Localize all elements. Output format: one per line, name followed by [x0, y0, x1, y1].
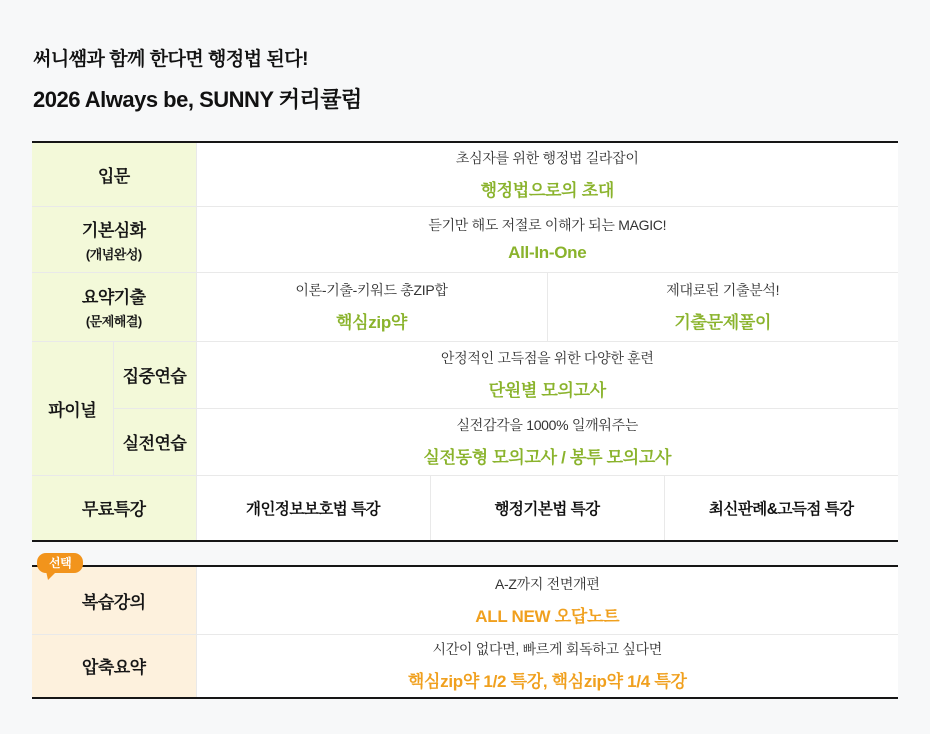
row-final-focus [32, 341, 898, 408]
cell-final-focus [196, 341, 898, 408]
basic-course: All-In-One [508, 243, 587, 262]
summary-left-desc: 이론-기출-키워드 총ZIP합 [295, 282, 448, 298]
summary-right-desc: 제대로된 기출분석! [666, 282, 780, 298]
label-review: 복습강의 [32, 566, 196, 634]
cell-intro [196, 142, 898, 206]
cell-review [196, 566, 898, 634]
optional-badge: 선택 [37, 553, 83, 573]
main-curriculum-section [32, 141, 898, 542]
optional-table [32, 565, 898, 699]
cell-summary-left [196, 272, 547, 341]
final-practice-desc: 실전감각을 1000% 일깨워주는 [456, 417, 639, 433]
summary-label-sub: (문제해결) [85, 314, 142, 329]
final-practice-course: 실전동형 모의고사 / 봉투 모의고사 [423, 448, 672, 467]
cell-basic [196, 206, 898, 272]
row-review [32, 566, 898, 634]
page-header [0, 0, 930, 114]
basic-label-sub: (개념완성) [85, 246, 142, 262]
intro-desc: 초심자를 위한 행정법 길라잡이 [455, 149, 639, 166]
basic-desc: 듣기만 해도 저절로 이해가 되는 MAGIC! [428, 217, 667, 233]
basic-label-text: 기본심화 [81, 220, 146, 240]
cell-summary-right [547, 272, 898, 341]
summary-right-course: 기출문제풀이 [674, 313, 772, 332]
label-intro: 입문 [32, 142, 196, 206]
cell-free-1 [196, 475, 430, 541]
page-title-line1: 써니쌤과 함께 한다면 행정법 된다! [33, 49, 308, 70]
label-free: 무료특강 [32, 475, 196, 541]
curriculum-table [32, 141, 898, 542]
label-compress: 압축요약 [32, 634, 196, 698]
row-compress [32, 634, 898, 698]
cell-compress [196, 634, 898, 698]
free-lecture-3: 최신판례&고득점 특강 [708, 500, 854, 518]
compress-course: 핵심zip약 1/2 특강, 핵심zip약 1/4 특강 [407, 672, 687, 692]
summary-left-course: 핵심zip약 [335, 313, 408, 332]
page-title-line2: 2026 Always be, SUNNY 커리큘럼 [33, 87, 362, 112]
label-final-practice: 실전연습 [113, 408, 196, 475]
row-final-practice [32, 408, 898, 475]
cell-free-3 [664, 475, 898, 541]
review-course: ALL NEW 오답노트 [475, 606, 620, 626]
cell-final-practice [196, 408, 898, 475]
row-free-lectures [32, 475, 898, 541]
cell-free-2 [430, 475, 664, 541]
row-summary [32, 272, 898, 341]
label-final-focus: 집중연습 [113, 341, 196, 408]
optional-section [32, 556, 898, 699]
intro-course: 행정법으로의 초대 [480, 180, 614, 200]
final-focus-desc: 안정적인 고득점을 위한 다양한 훈련 [440, 350, 654, 366]
row-intro [32, 142, 898, 206]
free-lecture-1: 개인정보보호법 특강 [245, 500, 381, 518]
review-desc: A-Z까지 전면개편 [494, 575, 600, 592]
summary-label-text: 요약기출 [81, 288, 146, 307]
row-basic [32, 206, 898, 272]
final-focus-course: 단원별 모의고사 [488, 381, 606, 400]
label-basic [32, 206, 196, 272]
compress-desc: 시간이 없다면, 빠르게 회독하고 싶다면 [432, 641, 663, 658]
label-final: 파이널 [32, 341, 113, 475]
free-lecture-2: 행정기본법 특강 [494, 500, 600, 518]
label-summary [32, 272, 196, 341]
